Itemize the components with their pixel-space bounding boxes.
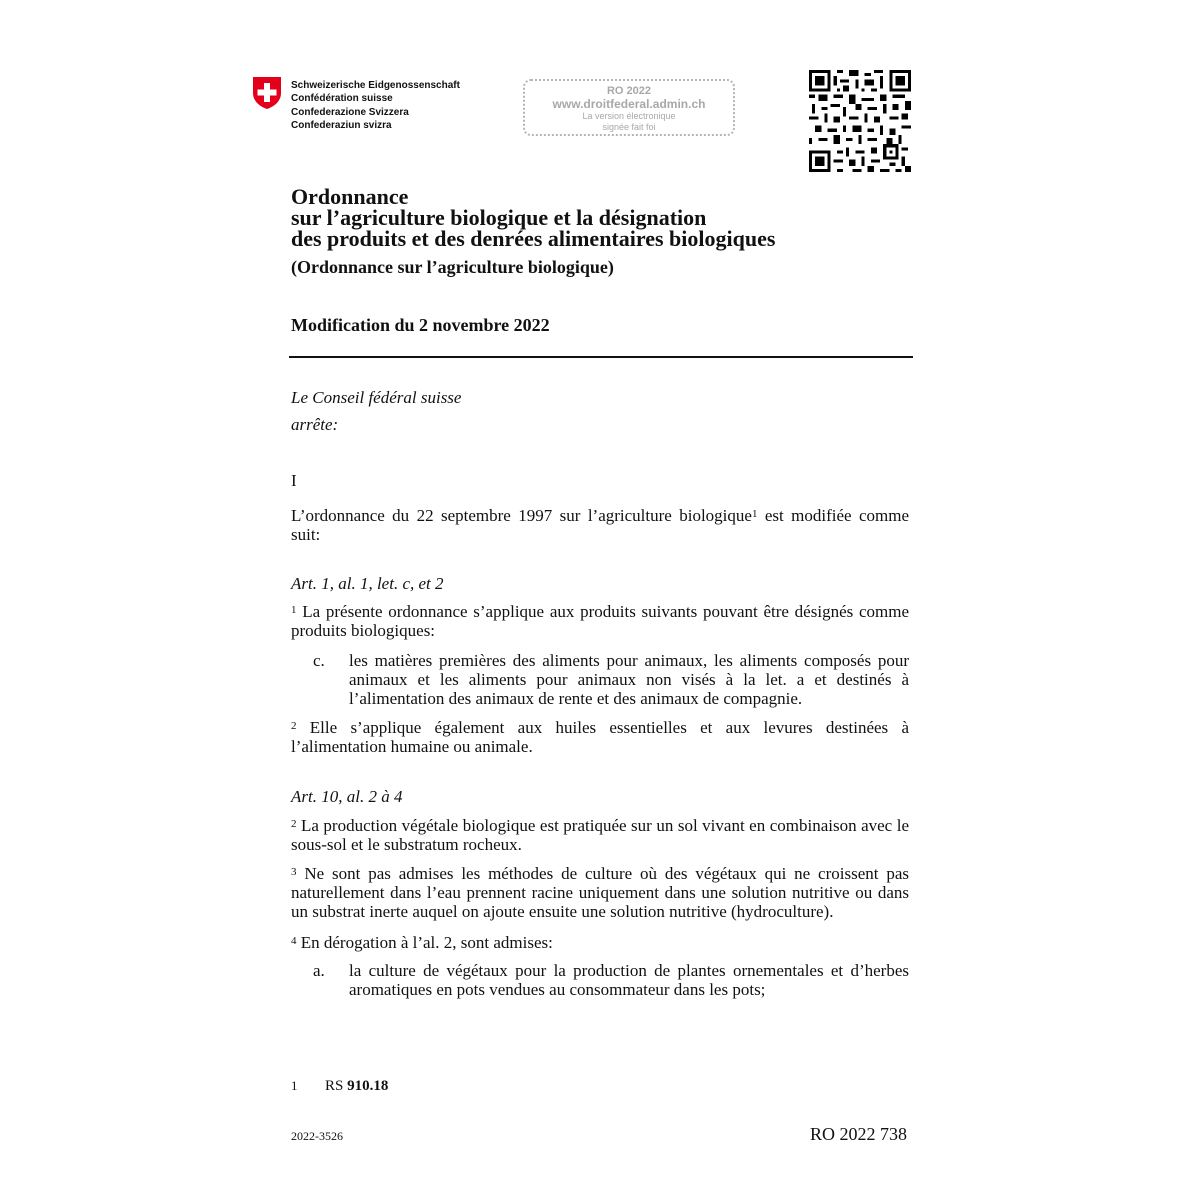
stamp-url: www.droitfederal.admin.ch [552, 97, 706, 111]
document-number: 2022-3526 [291, 1129, 343, 1143]
confederation-name-it: Confederazione Svizzera [291, 106, 409, 118]
footnote-prefix: RS [325, 1078, 348, 1094]
article-1-paragraph-1 [291, 602, 909, 640]
preamble-arrete: arrête: [291, 415, 339, 434]
qr-code-icon [809, 70, 911, 172]
intro-paragraph [291, 506, 909, 544]
footnote-text [325, 1078, 388, 1095]
list-item-letter: a. [313, 961, 325, 980]
paragraph-text: En dérogation à l’al. 2, sont admises: [296, 933, 553, 952]
section-numeral: I [291, 471, 297, 490]
footnote-reference[interactable]: 1 [751, 508, 758, 520]
modification-date: Modification du 2 novembre 2022 [291, 315, 550, 335]
footnote-reference-number: 910.18 [347, 1078, 389, 1094]
footnote-number: 1 [291, 1078, 298, 1093]
confederation-name-de: Schweizerische Eidgenossenschaft [291, 80, 460, 91]
title-line-3: des produits et des denrées alimentaires biologiques [291, 226, 776, 251]
stamp-ro: RO 2022 [606, 85, 652, 97]
paragraph-text: Ne sont pas admises les méthodes de culture où des végétaux qui ne croissent pas naturellement dans l’eau prennent racine uniquement dans une solution nutritive ou dans un substrat inerte auquel on ajoute ensuite une solution nutritive (hydroculture). [291, 864, 909, 921]
paragraph-number: 3 [291, 866, 297, 878]
list-item-text: la culture de végétaux pour la production de plantes ornementales et d’herbes aromatiques en pots vendues au consommateur dans les pots; [349, 961, 909, 999]
paragraph-number: 4 [291, 935, 297, 947]
stamp-note-line2: signée fait foi [602, 122, 656, 132]
article-10-paragraph-2 [291, 816, 909, 854]
ro-reference: RO 2022 738 [810, 1124, 908, 1144]
swiss-coat-of-arms-icon [252, 76, 282, 110]
intro-text-before: L’ordonnance du 22 septembre 1997 sur l’agriculture biologique [291, 506, 752, 525]
title-divider [289, 356, 913, 358]
document-title [291, 186, 775, 249]
confederation-name-fr: Confédération suisse [291, 93, 393, 105]
list-item-text: les matières premières des aliments pour animaux, les aliments composés pour animaux et les aliments pour animaux non visés à la let. a et destinés à l’alimentation des animaux de rente et des animaux de compagnie. [349, 651, 909, 708]
title-line-2: sur l’agriculture biologique et la désignation [291, 205, 707, 230]
article-10-paragraph-4 [291, 933, 909, 952]
article-10-heading: Art. 10, al. 2 à 4 [291, 787, 403, 806]
electronic-signature-stamp [523, 79, 735, 136]
paragraph-number: 2 [291, 720, 297, 732]
article-10-paragraph-3 [291, 864, 909, 921]
list-item-letter: c. [313, 651, 325, 670]
paragraph-text: Elle s’applique également aux huiles essentielles et aux levures destinées à l’alimentation humaine ou animale. [291, 718, 909, 756]
article-1-heading: Art. 1, al. 1, let. c, et 2 [291, 574, 444, 593]
paragraph-text: La présente ordonnance s’applique aux produits suivants pouvant être désignés comme produits biologiques: [291, 602, 909, 640]
confederation-names [291, 79, 460, 132]
article-1-paragraph-2 [291, 718, 909, 756]
short-title: (Ordonnance sur l’agriculture biologique) [291, 257, 614, 277]
paragraph-number: 1 [291, 604, 297, 616]
intro-text-after: est modifiée comme suit: [291, 506, 909, 544]
confederation-name-rm: Confederaziun svizra [291, 119, 392, 131]
paragraph-text: La production végétale biologique est pratiquée sur un sol vivant en combinaison avec le sous-sol et le substratum rocheux. [291, 816, 909, 854]
paragraph-number: 2 [291, 818, 297, 830]
title-line-1: Ordonnance [291, 184, 409, 209]
preamble-council: Le Conseil fédéral suisse [291, 388, 462, 407]
stamp-note-line1: La version électronique [582, 111, 676, 121]
